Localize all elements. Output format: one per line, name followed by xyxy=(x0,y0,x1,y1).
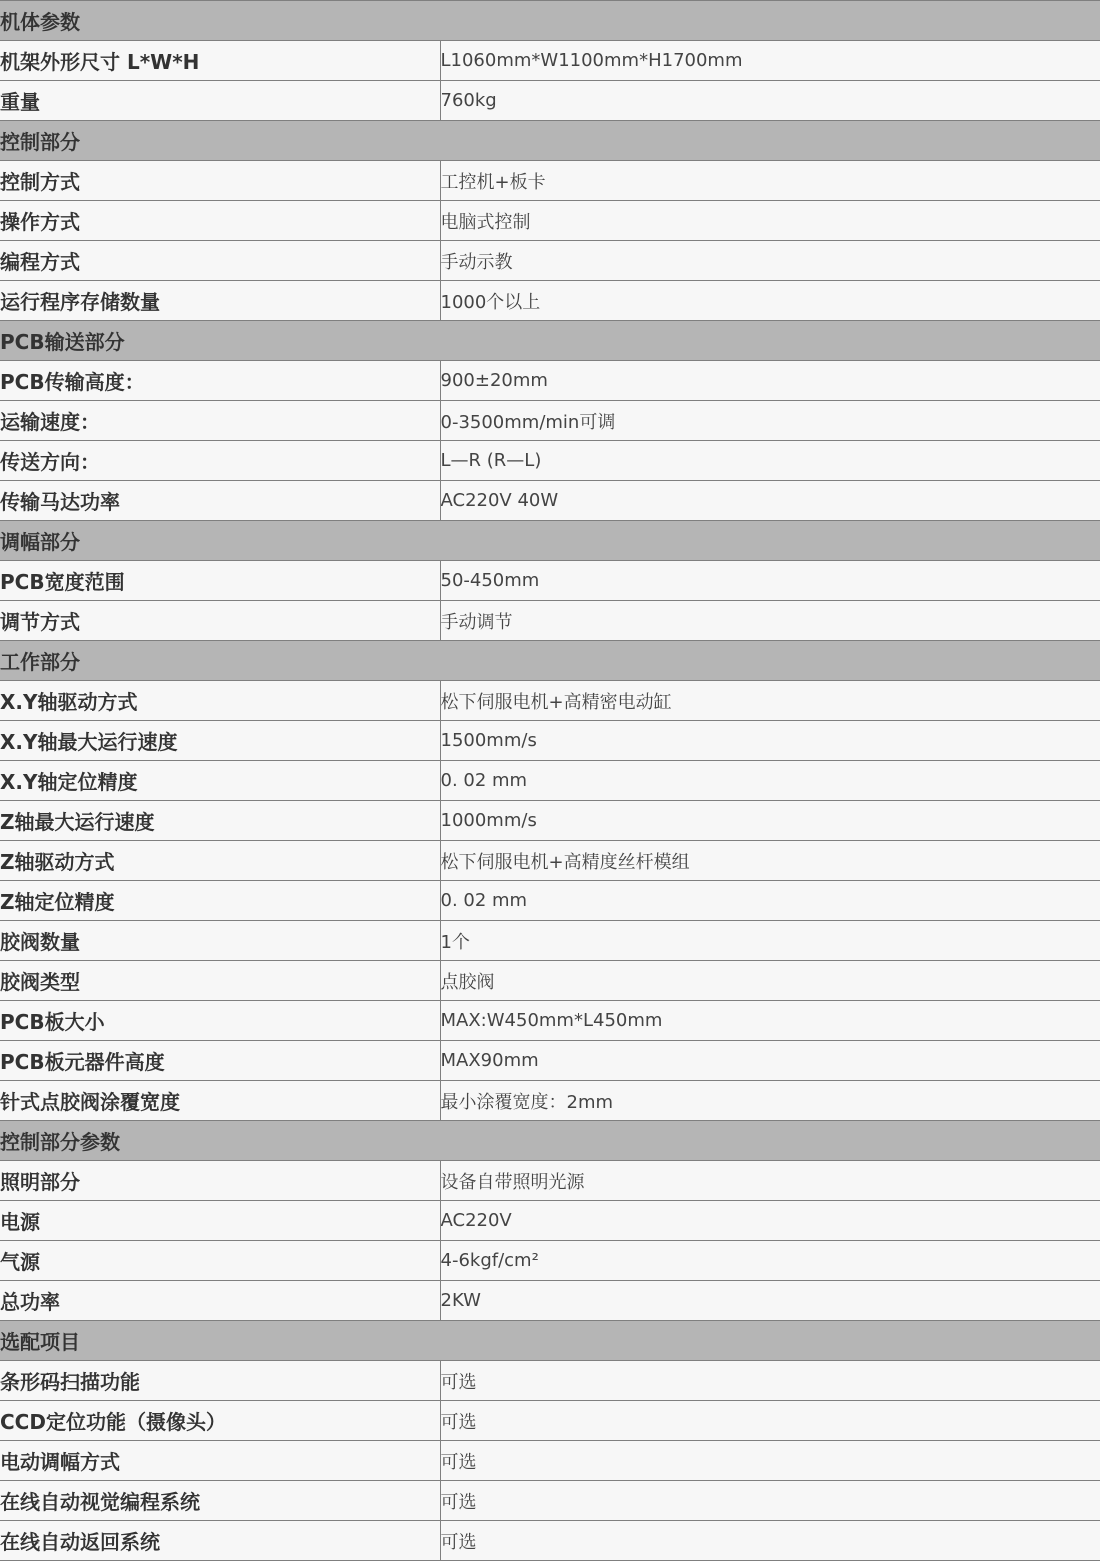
spec-row xyxy=(0,241,1100,281)
spec-row xyxy=(0,1281,1100,1321)
spec-label: 操作方式 xyxy=(0,201,440,241)
spec-row xyxy=(0,361,1100,401)
spec-value: 900±20mm xyxy=(440,361,1100,401)
spec-value: 手动示教 xyxy=(440,241,1100,281)
spec-label: 运输速度： xyxy=(0,401,440,441)
spec-row xyxy=(0,401,1100,441)
spec-value: 可选 xyxy=(440,1361,1100,1401)
spec-row xyxy=(0,721,1100,761)
spec-value: 0. 02 mm xyxy=(440,761,1100,801)
section-header-row xyxy=(0,1121,1100,1161)
spec-value: 4-6kgf/cm² xyxy=(440,1241,1100,1281)
spec-row xyxy=(0,1441,1100,1481)
spec-label: 电源 xyxy=(0,1201,440,1241)
section-header-row xyxy=(0,521,1100,561)
spec-value: 松下伺服电机+高精密电动缸 xyxy=(440,681,1100,721)
spec-row xyxy=(0,41,1100,81)
spec-value: L—R (R—L) xyxy=(440,441,1100,481)
spec-table-body xyxy=(0,1,1100,1561)
spec-row xyxy=(0,761,1100,801)
spec-value: 1000个以上 xyxy=(440,281,1100,321)
spec-value: 760kg xyxy=(440,81,1100,121)
spec-label: 在线自动返回系统 xyxy=(0,1521,440,1561)
spec-row xyxy=(0,441,1100,481)
spec-label: 传输马达功率 xyxy=(0,481,440,521)
spec-row xyxy=(0,961,1100,1001)
spec-value: 可选 xyxy=(440,1401,1100,1441)
spec-row xyxy=(0,1081,1100,1121)
section-title: 机体参数 xyxy=(0,1,1100,41)
spec-value: 最小涂覆宽度：2mm xyxy=(440,1081,1100,1121)
spec-label: 重量 xyxy=(0,81,440,121)
spec-label: 在线自动视觉编程系统 xyxy=(0,1481,440,1521)
spec-value: 1000mm/s xyxy=(440,801,1100,841)
spec-label: 机架外形尺寸 L*W*H xyxy=(0,41,440,81)
spec-label: Z轴定位精度 xyxy=(0,881,440,921)
section-title: 控制部分参数 xyxy=(0,1121,1100,1161)
spec-label: 传送方向： xyxy=(0,441,440,481)
spec-value: 可选 xyxy=(440,1441,1100,1481)
spec-row xyxy=(0,201,1100,241)
spec-label: 运行程序存储数量 xyxy=(0,281,440,321)
spec-value: 0. 02 mm xyxy=(440,881,1100,921)
spec-row xyxy=(0,681,1100,721)
section-title: 选配项目 xyxy=(0,1321,1100,1361)
spec-value: 松下伺服电机+高精度丝杆模组 xyxy=(440,841,1100,881)
spec-label: CCD定位功能（摄像头） xyxy=(0,1401,440,1441)
spec-label: 调节方式 xyxy=(0,601,440,641)
spec-row xyxy=(0,801,1100,841)
spec-label: X.Y轴驱动方式 xyxy=(0,681,440,721)
spec-value: 点胶阀 xyxy=(440,961,1100,1001)
spec-label: X.Y轴定位精度 xyxy=(0,761,440,801)
spec-label: 控制方式 xyxy=(0,161,440,201)
spec-value: 2KW xyxy=(440,1281,1100,1321)
spec-row xyxy=(0,1241,1100,1281)
spec-value: 1个 xyxy=(440,921,1100,961)
spec-row xyxy=(0,921,1100,961)
spec-label: X.Y轴最大运行速度 xyxy=(0,721,440,761)
spec-row xyxy=(0,881,1100,921)
spec-label: 电动调幅方式 xyxy=(0,1441,440,1481)
spec-value: 1500mm/s xyxy=(440,721,1100,761)
spec-value: 0-3500mm/min可调 xyxy=(440,401,1100,441)
spec-row xyxy=(0,561,1100,601)
spec-row xyxy=(0,1201,1100,1241)
section-header-row xyxy=(0,641,1100,681)
spec-value: 50-450mm xyxy=(440,561,1100,601)
spec-value: 电脑式控制 xyxy=(440,201,1100,241)
section-title: 控制部分 xyxy=(0,121,1100,161)
spec-label: Z轴驱动方式 xyxy=(0,841,440,881)
section-header-row xyxy=(0,1,1100,41)
spec-value: 工控机+板卡 xyxy=(440,161,1100,201)
section-header-row xyxy=(0,1321,1100,1361)
spec-value: AC220V 40W xyxy=(440,481,1100,521)
spec-label: 编程方式 xyxy=(0,241,440,281)
spec-label: 照明部分 xyxy=(0,1161,440,1201)
spec-row xyxy=(0,1361,1100,1401)
spec-row xyxy=(0,1161,1100,1201)
spec-label: PCB板元器件高度 xyxy=(0,1041,440,1081)
spec-label: PCB宽度范围 xyxy=(0,561,440,601)
spec-label: 胶阀类型 xyxy=(0,961,440,1001)
section-title: 调幅部分 xyxy=(0,521,1100,561)
spec-row xyxy=(0,841,1100,881)
spec-label: 针式点胶阀涂覆宽度 xyxy=(0,1081,440,1121)
section-header-row xyxy=(0,121,1100,161)
spec-label: 胶阀数量 xyxy=(0,921,440,961)
spec-label: PCB传输高度： xyxy=(0,361,440,401)
spec-row xyxy=(0,1041,1100,1081)
spec-label: Z轴最大运行速度 xyxy=(0,801,440,841)
section-title: 工作部分 xyxy=(0,641,1100,681)
spec-row xyxy=(0,1521,1100,1561)
spec-row xyxy=(0,161,1100,201)
spec-value: 手动调节 xyxy=(440,601,1100,641)
spec-label: 气源 xyxy=(0,1241,440,1281)
spec-value: 可选 xyxy=(440,1481,1100,1521)
spec-value: AC220V xyxy=(440,1201,1100,1241)
spec-label: PCB板大小 xyxy=(0,1001,440,1041)
spec-row xyxy=(0,1481,1100,1521)
section-header-row xyxy=(0,321,1100,361)
spec-value: MAX:W450mm*L450mm xyxy=(440,1001,1100,1041)
spec-row xyxy=(0,481,1100,521)
spec-value: MAX90mm xyxy=(440,1041,1100,1081)
spec-label: 条形码扫描功能 xyxy=(0,1361,440,1401)
spec-value: 可选 xyxy=(440,1521,1100,1561)
spec-label: 总功率 xyxy=(0,1281,440,1321)
spec-value: 设备自带照明光源 xyxy=(440,1161,1100,1201)
spec-row xyxy=(0,601,1100,641)
spec-row xyxy=(0,1001,1100,1041)
spec-row xyxy=(0,281,1100,321)
spec-row xyxy=(0,1401,1100,1441)
spec-row xyxy=(0,81,1100,121)
spec-value: L1060mm*W1100mm*H1700mm xyxy=(440,41,1100,81)
section-title: PCB输送部分 xyxy=(0,321,1100,361)
